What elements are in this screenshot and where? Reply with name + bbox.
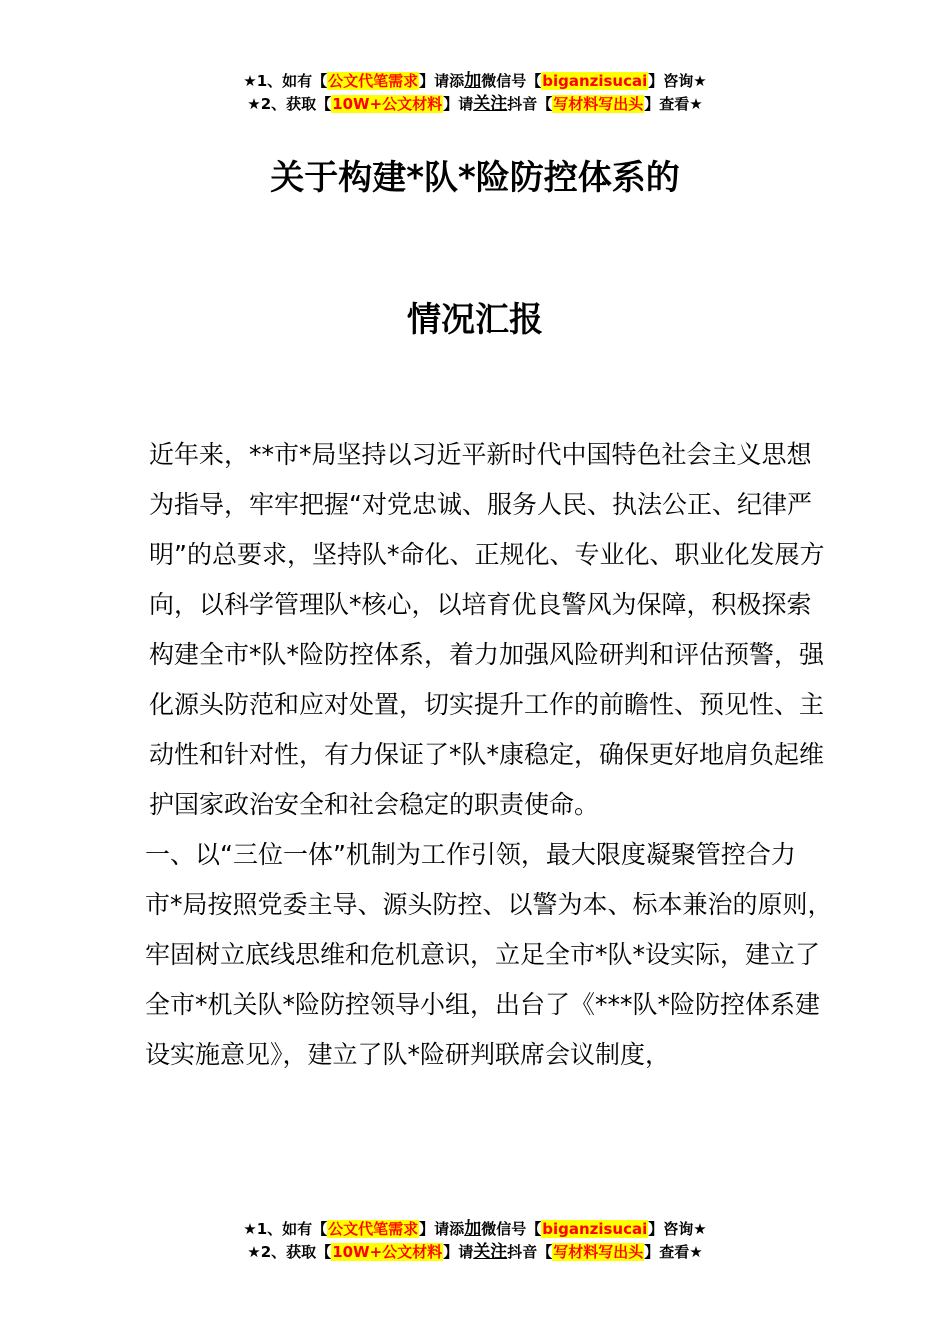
banner-text: 抖音【 (507, 1243, 553, 1261)
banner-text: 】查看★ (644, 1243, 703, 1261)
banner-line-2 (0, 93, 950, 116)
banner-emphasis: 关注 (473, 1242, 508, 1262)
intro-paragraph: 近年来，**市*局坚持以习近平新时代中国特色社会主义思想为指导，牢牢把握“对党忠诚、服务人民、执法公正、纪律严明”的总要求，坚持队*命化、正规化、专业化、职业化发展方向，以科学管理队*核心，以培育优良警风为保障，积极探索构建全市*队*险防控体系，着力加强风险研判和评估预警，强化源头防范和应对处置，切实提升工作的前瞻性、预见性、主动性和针对性，有力保证了*队*康稳定，确保更好地肩负起维护国家政治安全和社会稳定的职责使命。 (149, 440, 825, 819)
section-1-paragraph: 市*局按照党委主导、源头防控、以警为本、标本兼治的原则，牢固树立底线思维和危机意识，立足全市*队*设实际，建立了全市*机关队*险防控领导小组，出台了《***队*险防控体系建设实施意见》，建立了队*险研判联席会议制度， (145, 890, 833, 1069)
footer-banner (0, 1218, 950, 1264)
banner-text: 】请添 (419, 72, 465, 90)
banner-text: 】请添 (419, 1220, 465, 1238)
highlight-wechat-id: biganzisucai (542, 1220, 648, 1238)
banner-text: 】咨询★ (648, 1220, 707, 1238)
banner-emphasis: 加 (464, 1219, 482, 1239)
highlight-service: 公文代笔需求 (328, 72, 419, 90)
document-title-line-2: 情况汇报 (407, 300, 543, 340)
header-banner (0, 70, 950, 116)
highlight-materials: 10W+公文材料 (332, 95, 443, 113)
banner-text: ★2、获取【 (247, 95, 332, 113)
highlight-service: 公文代笔需求 (328, 1220, 419, 1238)
highlight-materials: 10W+公文材料 (332, 1243, 443, 1261)
banner-text: 】请 (443, 1243, 474, 1261)
banner-text: 抖音【 (507, 95, 553, 113)
banner-text: ★2、获取【 (247, 1243, 332, 1261)
banner-text: 】查看★ (644, 95, 703, 113)
section-heading-1: 一、以“三位一体”机制为工作引领，最大限度凝聚管控合力 (145, 840, 796, 869)
banner-line-1 (0, 70, 950, 93)
document-body (145, 430, 835, 1080)
banner-text: ★1、如有【 (243, 72, 328, 90)
banner-text: ★1、如有【 (243, 1220, 328, 1238)
highlight-douyin: 写材料写出头 (553, 95, 644, 113)
banner-text: 】请 (443, 95, 474, 113)
highlight-wechat-id: biganzisucai (542, 72, 648, 90)
highlight-douyin: 写材料写出头 (553, 1243, 644, 1261)
banner-text: 】咨询★ (648, 72, 707, 90)
banner-text: 微信号【 (481, 1220, 542, 1238)
banner-emphasis: 关注 (473, 94, 508, 114)
banner-line-1 (0, 1218, 950, 1241)
document-title-line-1: 关于构建*队*险防控体系的 (270, 158, 680, 198)
banner-line-2 (0, 1241, 950, 1264)
banner-text: 微信号【 (481, 72, 542, 90)
banner-emphasis: 加 (464, 71, 482, 91)
